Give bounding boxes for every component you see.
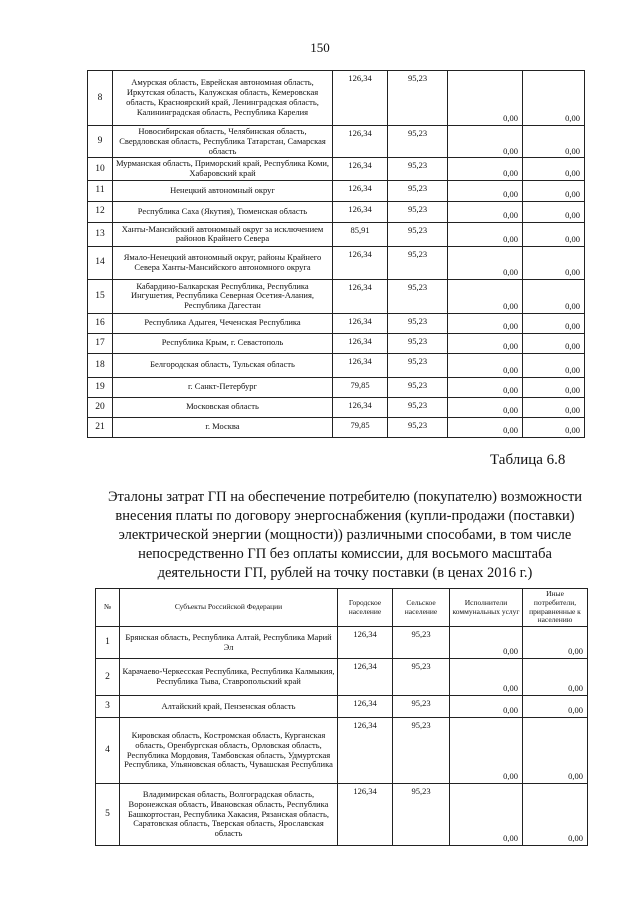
subject-name: Мурманская область, Приморский край, Республика Коми, Хабаровский край	[113, 158, 333, 181]
rural-value: 95,23	[388, 313, 448, 333]
rural-value: 95,23	[393, 659, 450, 696]
table-title: Эталоны затрат ГП на обеспечение потребителю (покупателю) возможности внесения платы по договору энергоснабжения (купли-продажи (поставки) электрической энергии (мощности)) различными способами, в том числе непосредственно ГП без оплаты комиссии, для восьмого масштаба деятельности ГП, рублей на точку поставки (в ценах 2016 г.)	[107, 489, 583, 581]
row-number: 16	[88, 313, 113, 333]
table-row	[88, 126, 585, 158]
utility-value: 0,00	[448, 180, 523, 201]
regions-cost-table-continued	[87, 70, 585, 438]
utility-value: 0,00	[450, 784, 523, 846]
table-row	[96, 718, 588, 784]
row-number: 17	[88, 333, 113, 353]
regions-cost-table-6-8	[95, 588, 588, 846]
other-value: 0,00	[523, 279, 585, 313]
urban-value: 126,34	[338, 696, 393, 718]
other-value: 0,00	[523, 417, 585, 437]
urban-value: 126,34	[333, 279, 388, 313]
utility-value: 0,00	[448, 397, 523, 417]
other-value: 0,00	[523, 784, 588, 846]
utility-value: 0,00	[448, 201, 523, 222]
table-row	[88, 180, 585, 201]
utility-value: 0,00	[448, 377, 523, 397]
row-number: 20	[88, 397, 113, 417]
row-number: 15	[88, 279, 113, 313]
subject-name: Кировская область, Костромская область, Курганская область, Оренбургская область, Орловская область, Республика Мордовия, Тамбовская область, Удмуртская Республика, Ульяновская область, Чувашская Республика	[120, 718, 338, 784]
other-value: 0,00	[523, 158, 585, 181]
row-number: 2	[96, 659, 120, 696]
utility-value: 0,00	[448, 353, 523, 377]
table-row	[88, 397, 585, 417]
other-value: 0,00	[523, 222, 585, 246]
other-value: 0,00	[523, 377, 585, 397]
table-label: Таблица 6.8	[490, 452, 566, 468]
header-rural-population: Сельское население	[393, 589, 450, 627]
urban-value: 126,34	[333, 313, 388, 333]
row-number: 10	[88, 158, 113, 181]
urban-value: 126,34	[333, 246, 388, 279]
row-number: 21	[88, 417, 113, 437]
subject-name: Карачаево-Черкесская Республика, Республика Калмыкия, Республика Тыва, Ставропольский край	[120, 659, 338, 696]
table-row	[88, 222, 585, 246]
rural-value: 95,23	[393, 696, 450, 718]
header-subjects: Субъекты Российской Федерации	[120, 589, 338, 627]
table-row	[96, 696, 588, 718]
utility-value: 0,00	[448, 417, 523, 437]
urban-value: 126,34	[333, 397, 388, 417]
subject-name: г. Санкт-Петербург	[113, 377, 333, 397]
table-row	[88, 201, 585, 222]
row-number: 9	[88, 126, 113, 158]
rural-value: 95,23	[388, 222, 448, 246]
row-number: 18	[88, 353, 113, 377]
row-number: 5	[96, 784, 120, 846]
rural-value: 95,23	[393, 627, 450, 659]
urban-value: 79,85	[333, 417, 388, 437]
urban-value: 85,91	[333, 222, 388, 246]
rural-value: 95,23	[388, 246, 448, 279]
row-number: 4	[96, 718, 120, 784]
utility-value: 0,00	[450, 627, 523, 659]
other-value: 0,00	[523, 696, 588, 718]
other-value: 0,00	[523, 126, 585, 158]
subject-name: г. Москва	[113, 417, 333, 437]
utility-value: 0,00	[448, 333, 523, 353]
table-row	[88, 417, 585, 437]
utility-value: 0,00	[448, 71, 523, 126]
other-value: 0,00	[523, 627, 588, 659]
utility-value: 0,00	[448, 158, 523, 181]
rural-value: 95,23	[393, 718, 450, 784]
urban-value: 126,34	[338, 784, 393, 846]
urban-value: 126,34	[333, 333, 388, 353]
row-number: 11	[88, 180, 113, 201]
rural-value: 95,23	[388, 279, 448, 313]
rural-value: 95,23	[388, 377, 448, 397]
rural-value: 95,23	[388, 158, 448, 181]
table-row	[96, 659, 588, 696]
utility-value: 0,00	[450, 659, 523, 696]
table-row	[88, 246, 585, 279]
urban-value: 126,34	[333, 353, 388, 377]
table-row	[88, 158, 585, 181]
utility-value: 0,00	[448, 126, 523, 158]
table-row	[88, 71, 585, 126]
table-row	[88, 353, 585, 377]
table-row	[88, 333, 585, 353]
subject-name: Белгородская область, Тульская область	[113, 353, 333, 377]
utility-value: 0,00	[448, 313, 523, 333]
subject-name: Ямало-Ненецкий автономный округ, районы Крайнего Севера Ханты-Мансийского автономного округа	[113, 246, 333, 279]
subject-name: Ханты-Мансийский автономный округ за исключением районов Крайнего Севера	[113, 222, 333, 246]
header-number: №	[96, 589, 120, 627]
subject-name: Брянская область, Республика Алтай, Республика Марий Эл	[120, 627, 338, 659]
utility-value: 0,00	[448, 222, 523, 246]
rural-value: 95,23	[388, 353, 448, 377]
other-value: 0,00	[523, 71, 585, 126]
other-value: 0,00	[523, 659, 588, 696]
subject-name: Республика Адыгея, Чеченская Республика	[113, 313, 333, 333]
header-urban-population: Городское население	[338, 589, 393, 627]
row-number: 12	[88, 201, 113, 222]
header-other-consumers: Иные потребители, приравненные к населению	[523, 589, 588, 627]
row-number: 8	[88, 71, 113, 126]
other-value: 0,00	[523, 246, 585, 279]
table-row	[88, 313, 585, 333]
row-number: 1	[96, 627, 120, 659]
rural-value: 95,23	[388, 126, 448, 158]
rural-value: 95,23	[388, 397, 448, 417]
urban-value: 126,34	[338, 718, 393, 784]
table-row	[88, 279, 585, 313]
header-utility-providers: Исполнители коммунальных услуг	[450, 589, 523, 627]
table-row	[88, 377, 585, 397]
row-number: 19	[88, 377, 113, 397]
rural-value: 95,23	[388, 71, 448, 126]
subject-name: Владимирская область, Волгоградская область, Воронежская область, Ивановская область, Республика Башкортостан, Республика Хакасия, Рязанская область, Саратовская область, Тверская область, Ярославская область	[120, 784, 338, 846]
page-number: 150	[310, 40, 330, 55]
table-header-row	[96, 589, 588, 627]
other-value: 0,00	[523, 333, 585, 353]
urban-value: 126,34	[333, 71, 388, 126]
row-number: 14	[88, 246, 113, 279]
rural-value: 95,23	[388, 333, 448, 353]
table-row	[96, 627, 588, 659]
subject-name: Республика Саха (Якутия), Тюменская область	[113, 201, 333, 222]
urban-value: 126,34	[333, 201, 388, 222]
other-value: 0,00	[523, 313, 585, 333]
rural-value: 95,23	[388, 201, 448, 222]
utility-value: 0,00	[450, 696, 523, 718]
urban-value: 126,34	[333, 180, 388, 201]
table-row	[96, 784, 588, 846]
subject-name: Алтайский край, Пензенская область	[120, 696, 338, 718]
subject-name: Республика Крым, г. Севастополь	[113, 333, 333, 353]
other-value: 0,00	[523, 353, 585, 377]
utility-value: 0,00	[448, 246, 523, 279]
row-number: 13	[88, 222, 113, 246]
urban-value: 79,85	[333, 377, 388, 397]
urban-value: 126,34	[338, 627, 393, 659]
other-value: 0,00	[523, 180, 585, 201]
subject-name: Амурская область, Еврейская автономная область, Иркутская область, Калужская область, Кемеровская область, Красноярский край, Ленинградская область, Калининградская область, Республика Карелия	[113, 71, 333, 126]
other-value: 0,00	[523, 397, 585, 417]
other-value: 0,00	[523, 718, 588, 784]
rural-value: 95,23	[388, 417, 448, 437]
row-number: 3	[96, 696, 120, 718]
rural-value: 95,23	[388, 180, 448, 201]
subject-name: Ненецкий автономный округ	[113, 180, 333, 201]
urban-value: 126,34	[338, 659, 393, 696]
urban-value: 126,34	[333, 126, 388, 158]
subject-name: Кабардино-Балкарская Республика, Республика Ингушетия, Республика Северная Осетия-Алания, Республика Дагестан	[113, 279, 333, 313]
rural-value: 95,23	[393, 784, 450, 846]
subject-name: Московская область	[113, 397, 333, 417]
utility-value: 0,00	[450, 718, 523, 784]
urban-value: 126,34	[333, 158, 388, 181]
utility-value: 0,00	[448, 279, 523, 313]
other-value: 0,00	[523, 201, 585, 222]
subject-name: Новосибирская область, Челябинская область, Свердловская область, Республика Татарстан, Самарская область	[113, 126, 333, 158]
